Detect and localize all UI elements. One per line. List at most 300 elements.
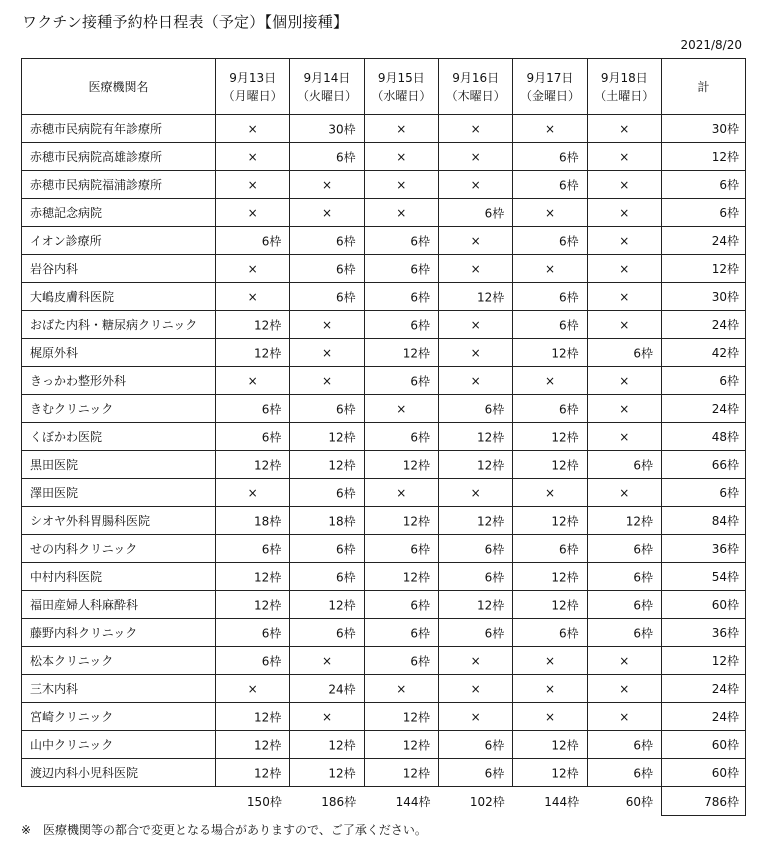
- slot-cell: [216, 703, 290, 731]
- slot-cell: [587, 171, 661, 199]
- facility-total: 6枠: [661, 199, 745, 227]
- facility-name: きむクリニック: [22, 395, 216, 423]
- no-slot-mark: ×: [619, 149, 630, 164]
- slot-cell: [216, 171, 290, 199]
- slot-cell: [587, 283, 661, 311]
- facility-total: 6枠: [661, 367, 745, 395]
- slot-cell: [216, 535, 290, 563]
- no-slot-mark: ×: [470, 177, 481, 192]
- no-slot-mark: ×: [396, 485, 407, 500]
- slot-cell: [513, 367, 587, 395]
- slot-cell: [438, 451, 512, 479]
- slot-count: 12枠: [328, 766, 356, 780]
- slot-count: 6枠: [484, 738, 505, 752]
- slot-count: 12枠: [551, 458, 579, 472]
- facility-total: 12枠: [661, 647, 745, 675]
- slot-cell: [438, 115, 512, 143]
- no-slot-mark: ×: [619, 485, 630, 500]
- slot-cell: [216, 199, 290, 227]
- slot-cell: [438, 563, 512, 591]
- facility-total: 24枠: [661, 395, 745, 423]
- no-slot-mark: ×: [470, 373, 481, 388]
- slot-count: 12枠: [254, 318, 282, 332]
- slot-cell: [364, 199, 438, 227]
- slot-cell: [513, 535, 587, 563]
- facility-name: おばた内科・糖尿病クリニック: [22, 311, 216, 339]
- facility-total: 48枠: [661, 423, 745, 451]
- slot-cell: [216, 255, 290, 283]
- slot-cell: [290, 591, 364, 619]
- slot-cell: [587, 339, 661, 367]
- page-title: ワクチン接種予約枠日程表（予定）【個別接種】: [22, 13, 349, 31]
- slot-count: 6枠: [633, 766, 653, 780]
- slot-cell: [438, 255, 512, 283]
- slot-cell: [513, 255, 587, 283]
- slot-cell: [513, 311, 587, 339]
- no-slot-mark: ×: [544, 205, 555, 220]
- slot-count: 6枠: [410, 430, 430, 444]
- slot-cell: [216, 395, 290, 423]
- table-row: [22, 115, 746, 143]
- no-slot-mark: ×: [321, 373, 333, 388]
- table-row: [22, 143, 746, 171]
- facility-name: 山中クリニック: [22, 731, 216, 759]
- no-slot-mark: ×: [321, 177, 333, 192]
- facility-total: 60枠: [661, 591, 745, 619]
- slot-cell: [513, 731, 587, 759]
- facility-name: 黒田医院: [22, 451, 216, 479]
- slot-count: 6枠: [559, 402, 579, 416]
- no-slot-mark: ×: [470, 149, 481, 164]
- slot-cell: [438, 647, 512, 675]
- slot-cell: [587, 255, 661, 283]
- slot-count: 6枠: [336, 150, 356, 164]
- document-date: 2021/8/20: [680, 38, 742, 52]
- slot-cell: [438, 759, 512, 787]
- slot-count: 12枠: [477, 514, 505, 528]
- slot-count: 12枠: [402, 738, 430, 752]
- slot-count: 30枠: [328, 122, 356, 136]
- slot-cell: [364, 423, 438, 451]
- slot-count: 6枠: [633, 542, 653, 556]
- slot-count: 18枠: [254, 514, 282, 528]
- slot-cell: [587, 199, 661, 227]
- facility-total: 12枠: [661, 255, 745, 283]
- facility-name: 澤田医院: [22, 479, 216, 507]
- slot-count: 12枠: [551, 346, 579, 360]
- slot-cell: [587, 507, 661, 535]
- slot-cell: [290, 451, 364, 479]
- slot-cell: [438, 479, 512, 507]
- table-row: [22, 423, 746, 451]
- slot-cell: [587, 115, 661, 143]
- table-row: [22, 647, 746, 675]
- no-slot-mark: ×: [619, 177, 630, 192]
- slot-cell: [587, 619, 661, 647]
- slot-cell: [587, 563, 661, 591]
- no-slot-mark: ×: [396, 149, 407, 164]
- facility-total: 60枠: [661, 731, 745, 759]
- slot-cell: [587, 395, 661, 423]
- slot-count: 12枠: [551, 570, 579, 584]
- slot-count: 12枠: [402, 514, 430, 528]
- slot-cell: [216, 115, 290, 143]
- slot-count: 6枠: [261, 402, 282, 416]
- slot-count: 6枠: [484, 570, 505, 584]
- slot-cell: [438, 367, 512, 395]
- day-total: 144枠: [395, 794, 431, 809]
- no-slot-mark: ×: [396, 681, 407, 696]
- slot-cell: [216, 227, 290, 255]
- slot-cell: [587, 675, 661, 703]
- table-row: [22, 731, 746, 759]
- slot-count: 6枠: [410, 318, 430, 332]
- slot-cell: [438, 227, 512, 255]
- table-row: [22, 227, 746, 255]
- table-row: [22, 199, 746, 227]
- slot-count: 6枠: [559, 234, 579, 248]
- no-slot-mark: ×: [247, 681, 258, 696]
- no-slot-mark: ×: [247, 485, 258, 500]
- slot-count: 12枠: [551, 514, 579, 528]
- facility-total: 84枠: [661, 507, 745, 535]
- slot-cell: [438, 703, 512, 731]
- slot-cell: [438, 199, 512, 227]
- slot-count: 12枠: [254, 710, 282, 724]
- slot-cell: [513, 227, 587, 255]
- no-slot-mark: ×: [619, 653, 630, 668]
- slot-count: 6枠: [410, 626, 430, 640]
- slot-cell: [364, 535, 438, 563]
- slot-cell: [364, 255, 438, 283]
- slot-count: 12枠: [254, 570, 282, 584]
- slot-cell: [587, 311, 661, 339]
- no-slot-mark: ×: [470, 653, 481, 668]
- slot-cell: [290, 143, 364, 171]
- table-row: [22, 451, 746, 479]
- slot-cell: [364, 647, 438, 675]
- slot-cell: [438, 507, 512, 535]
- table-row: [22, 703, 746, 731]
- day-header: 9月16日 （木曜日）: [438, 59, 512, 115]
- totals-row: [22, 787, 746, 816]
- slot-cell: [587, 731, 661, 759]
- no-slot-mark: ×: [470, 345, 481, 360]
- slot-cell: [290, 731, 364, 759]
- slot-cell: [216, 311, 290, 339]
- no-slot-mark: ×: [321, 205, 333, 220]
- facility-name: 岩谷内科: [22, 255, 216, 283]
- slot-cell: [364, 451, 438, 479]
- slot-cell: [364, 563, 438, 591]
- slot-cell: [290, 675, 364, 703]
- no-slot-mark: ×: [470, 261, 481, 276]
- no-slot-mark: ×: [247, 149, 258, 164]
- slot-count: 6枠: [410, 598, 430, 612]
- no-slot-mark: ×: [619, 121, 630, 136]
- no-slot-mark: ×: [544, 485, 555, 500]
- slot-cell: [438, 591, 512, 619]
- slot-cell: [216, 675, 290, 703]
- slot-cell: [216, 367, 290, 395]
- slot-count: 12枠: [402, 710, 430, 724]
- day-total: 186枠: [321, 794, 357, 809]
- no-slot-mark: ×: [619, 429, 630, 444]
- facility-name: 赤穂市民病院高雄診療所: [22, 143, 216, 171]
- table-row: [22, 367, 746, 395]
- no-slot-mark: ×: [247, 289, 258, 304]
- slot-count: 6枠: [559, 150, 579, 164]
- slot-cell: [364, 171, 438, 199]
- day-header: 9月18日 （土曜日）: [587, 59, 661, 115]
- table-row: [22, 171, 746, 199]
- slot-cell: [216, 423, 290, 451]
- slot-cell: [290, 311, 364, 339]
- slot-count: 12枠: [477, 430, 505, 444]
- slot-count: 6枠: [559, 178, 579, 192]
- slot-count: 12枠: [625, 514, 653, 528]
- slot-count: 6枠: [410, 654, 430, 668]
- facility-total: 12枠: [661, 143, 745, 171]
- slot-cell: [587, 367, 661, 395]
- slot-cell: [513, 703, 587, 731]
- slot-count: 6枠: [633, 458, 653, 472]
- slot-cell: [290, 227, 364, 255]
- table-row: [22, 395, 746, 423]
- slot-cell: [216, 479, 290, 507]
- slot-cell: [438, 339, 512, 367]
- slot-count: 6枠: [336, 626, 356, 640]
- slot-cell: [513, 395, 587, 423]
- facility-name: 梶原外科: [22, 339, 216, 367]
- no-slot-mark: ×: [470, 233, 481, 248]
- no-slot-mark: ×: [247, 177, 258, 192]
- day-total: 144枠: [544, 794, 580, 809]
- no-slot-mark: ×: [247, 373, 258, 388]
- day-header: 9月13日 （月曜日）: [216, 59, 290, 115]
- slot-count: 6枠: [261, 626, 282, 640]
- slot-count: 6枠: [484, 766, 505, 780]
- slot-cell: [513, 115, 587, 143]
- slot-count: 12枠: [328, 598, 356, 612]
- slot-count: 12枠: [551, 766, 579, 780]
- slot-count: 6枠: [559, 290, 579, 304]
- slot-cell: [290, 367, 364, 395]
- slot-cell: [438, 619, 512, 647]
- facility-total: 30枠: [661, 115, 745, 143]
- facility-total: 54枠: [661, 563, 745, 591]
- slot-cell: [290, 423, 364, 451]
- day-total: 102枠: [469, 794, 505, 809]
- slot-cell: [290, 647, 364, 675]
- slot-count: 12枠: [328, 458, 356, 472]
- facility-total: 36枠: [661, 619, 745, 647]
- slot-count: 12枠: [402, 766, 430, 780]
- facility-total: 24枠: [661, 311, 745, 339]
- facility-name: 渡辺内科小児科医院: [22, 759, 216, 787]
- day-header: 9月15日 （水曜日）: [364, 59, 438, 115]
- slot-cell: [364, 759, 438, 787]
- no-slot-mark: ×: [544, 261, 555, 276]
- facility-name: 福田産婦人科麻酔科: [22, 591, 216, 619]
- no-slot-mark: ×: [544, 681, 555, 696]
- slot-cell: [513, 759, 587, 787]
- slot-count: 6枠: [410, 262, 430, 276]
- slot-cell: [513, 479, 587, 507]
- no-slot-mark: ×: [619, 317, 630, 332]
- slot-count: 6枠: [559, 542, 579, 556]
- slot-count: 12枠: [254, 598, 282, 612]
- slot-cell: [513, 199, 587, 227]
- schedule-table: [21, 58, 746, 816]
- slot-cell: [364, 339, 438, 367]
- slot-count: 6枠: [336, 290, 356, 304]
- slot-cell: [216, 591, 290, 619]
- no-slot-mark: ×: [247, 261, 258, 276]
- slot-cell: [290, 255, 364, 283]
- slot-cell: [216, 563, 290, 591]
- slot-cell: [290, 395, 364, 423]
- slot-cell: [438, 283, 512, 311]
- slot-cell: [216, 619, 290, 647]
- slot-count: 6枠: [559, 626, 579, 640]
- no-slot-mark: ×: [470, 709, 481, 724]
- facility-total: 24枠: [661, 227, 745, 255]
- slot-count: 6枠: [633, 346, 653, 360]
- no-slot-mark: ×: [544, 121, 555, 136]
- no-slot-mark: ×: [544, 709, 555, 724]
- slot-cell: [513, 423, 587, 451]
- slot-cell: [587, 423, 661, 451]
- slot-count: 6枠: [261, 234, 282, 248]
- slot-cell: [587, 479, 661, 507]
- slot-cell: [587, 143, 661, 171]
- slot-count: 6枠: [336, 402, 356, 416]
- slot-cell: [513, 507, 587, 535]
- slot-cell: [513, 647, 587, 675]
- slot-cell: [364, 227, 438, 255]
- table-row: [22, 619, 746, 647]
- slot-cell: [513, 283, 587, 311]
- facility-name: 赤穂市民病院福浦診療所: [22, 171, 216, 199]
- slot-cell: [364, 703, 438, 731]
- slot-cell: [290, 759, 364, 787]
- facility-name: 藤野内科クリニック: [22, 619, 216, 647]
- slot-count: 12枠: [254, 738, 282, 752]
- slot-cell: [364, 115, 438, 143]
- slot-count: 18枠: [328, 514, 356, 528]
- slot-cell: [216, 339, 290, 367]
- facility-total: 24枠: [661, 675, 745, 703]
- slot-cell: [216, 731, 290, 759]
- day-header: 9月17日 （金曜日）: [513, 59, 587, 115]
- no-slot-mark: ×: [470, 121, 481, 136]
- slot-count: 12枠: [328, 738, 356, 752]
- facility-total: 66枠: [661, 451, 745, 479]
- slot-count: 6枠: [633, 738, 653, 752]
- slot-count: 6枠: [484, 206, 505, 220]
- slot-cell: [513, 339, 587, 367]
- table-row: [22, 311, 746, 339]
- no-slot-mark: ×: [247, 121, 258, 136]
- slot-count: 24枠: [328, 682, 356, 696]
- slot-cell: [438, 395, 512, 423]
- facility-name: 宮崎クリニック: [22, 703, 216, 731]
- no-slot-mark: ×: [470, 681, 481, 696]
- facility-header: 医療機関名: [22, 59, 216, 115]
- slot-cell: [513, 591, 587, 619]
- facility-total: 6枠: [661, 479, 745, 507]
- slot-cell: [587, 703, 661, 731]
- slot-count: 6枠: [336, 486, 356, 500]
- no-slot-mark: ×: [619, 373, 630, 388]
- slot-count: 12枠: [254, 766, 282, 780]
- slot-cell: [438, 535, 512, 563]
- slot-cell: [513, 171, 587, 199]
- slot-cell: [290, 619, 364, 647]
- table-row: [22, 339, 746, 367]
- facility-total: 36枠: [661, 535, 745, 563]
- slot-cell: [587, 451, 661, 479]
- slot-cell: [290, 339, 364, 367]
- facility-name: きっかわ整形外科: [22, 367, 216, 395]
- slot-count: 6枠: [410, 542, 430, 556]
- day-header: 9月14日 （火曜日）: [290, 59, 364, 115]
- slot-cell: [364, 731, 438, 759]
- slot-cell: [587, 591, 661, 619]
- slot-count: 6枠: [633, 598, 653, 612]
- slot-cell: [438, 143, 512, 171]
- no-slot-mark: ×: [470, 317, 481, 332]
- table-row: [22, 507, 746, 535]
- table-row: [22, 255, 746, 283]
- slot-cell: [364, 619, 438, 647]
- slot-cell: [216, 507, 290, 535]
- no-slot-mark: ×: [619, 401, 630, 416]
- no-slot-mark: ×: [247, 205, 258, 220]
- slot-count: 12枠: [254, 458, 282, 472]
- slot-cell: [290, 171, 364, 199]
- slot-count: 6枠: [633, 626, 653, 640]
- slot-count: 12枠: [551, 598, 579, 612]
- facility-name: 赤穂記念病院: [22, 199, 216, 227]
- slot-cell: [364, 479, 438, 507]
- slot-cell: [364, 311, 438, 339]
- table-row: [22, 283, 746, 311]
- no-slot-mark: ×: [396, 205, 407, 220]
- no-slot-mark: ×: [470, 485, 481, 500]
- slot-cell: [513, 563, 587, 591]
- day-total: 150枠: [246, 794, 282, 809]
- facility-name: 松本クリニック: [22, 647, 216, 675]
- no-slot-mark: ×: [544, 653, 555, 668]
- slot-cell: [364, 395, 438, 423]
- slot-count: 6枠: [336, 542, 356, 556]
- no-slot-mark: ×: [619, 709, 630, 724]
- slot-cell: [290, 283, 364, 311]
- slot-cell: [290, 199, 364, 227]
- day-total: 60枠: [625, 794, 653, 809]
- slot-cell: [438, 675, 512, 703]
- slot-count: 6枠: [261, 654, 282, 668]
- facility-name: イオン診療所: [22, 227, 216, 255]
- no-slot-mark: ×: [321, 345, 333, 360]
- facility-name: くぼかわ医院: [22, 423, 216, 451]
- total-header: 計: [661, 59, 745, 115]
- slot-count: 12枠: [477, 458, 505, 472]
- slot-cell: [216, 451, 290, 479]
- slot-cell: [364, 283, 438, 311]
